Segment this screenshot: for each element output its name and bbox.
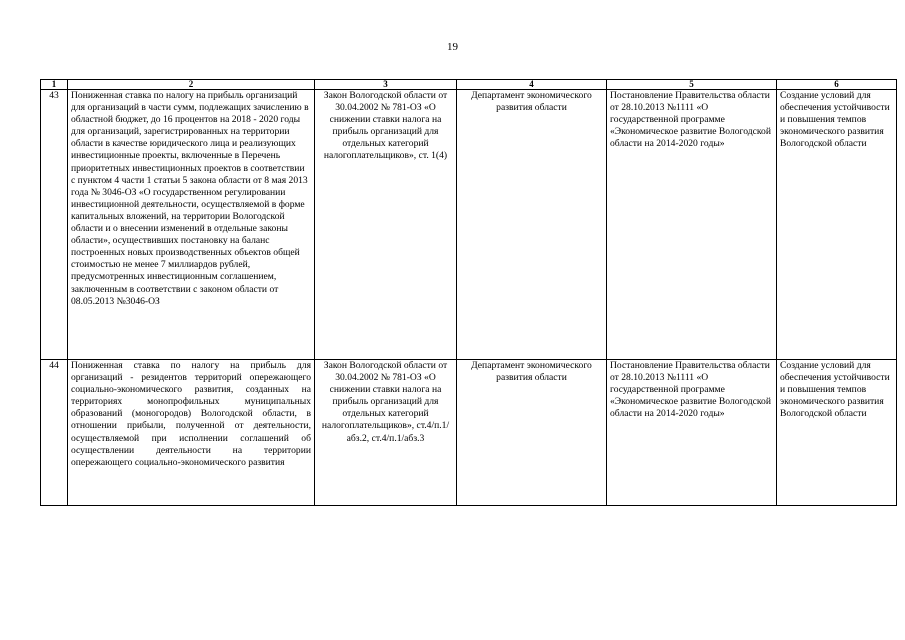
legal-act: Закон Вологодской области от 30.04.2002 № 781-ОЗ «О снижении ставки налога на прибыль организаций для отдельных категорий налогоплательщиков», ст.4/п.1/абз.2, ст.4/п.1/абз.3 <box>315 360 457 506</box>
column-header: 1 <box>41 80 68 90</box>
curator-department: Департамент экономического развития области <box>457 360 607 506</box>
table-header-row <box>41 80 897 90</box>
table-row <box>41 90 897 360</box>
benefit-description: Пониженная ставка по налогу на прибыль для организаций - резидентов территорий опережающего социально-экономического развития, созданных на территориях монопрофильных муниципальных образований (моногородов) Вологодской области, в отношении прибыли, полученной от деятельности, осуществляемой при исполнении соглашений об осуществлении деятельности на территории опережающего социально-экономического развития <box>68 360 315 506</box>
state-program: Постановление Правительства области от 28.10.2013 №1111 «О государственной программе «Экономическое развитие Вологодской области на 2014-2020 годы» <box>607 90 777 360</box>
benefit-goal: Создание условий для обеспечения устойчивости и повышения темпов экономического развития Вологодской области <box>777 90 897 360</box>
row-number: 44 <box>41 360 68 506</box>
benefits-table <box>40 79 897 506</box>
state-program: Постановление Правительства области от 28.10.2013 №1111 «О государственной программе «Экономическое развитие Вологодской области на 2014-2020 годы» <box>607 360 777 506</box>
benefit-description: Пониженная ставка по налогу на прибыль организаций для организаций в части сумм, подлежащих зачислению в областной бюджет, до 16 процентов на 2018 - 2020 годы для организаций, зарегистрированных на территории области в качестве юридического лица и реализующих инвестиционные проекты, включенные в Перечень приоритетных инвестиционных проектов в соответствии с пунктом 4 части 1 статьи 5 закона области от 8 мая 2013 года № 3046-ОЗ «О государственном регулировании инвестиционной деятельности, осуществляемой в форме капитальных вложений, на территории Вологодской области и о внесении изменений в отдельные законы области», осуществивших постановку на баланс построенных новых производственных объектов общей стоимостью не менее 7 миллиардов рублей, предусмотренных инвестиционным соглашением, заключенным в соответствии с законом области от 08.05.2013 №3046-ОЗ <box>68 90 315 360</box>
benefit-goal: Создание условий для обеспечения устойчивости и повышения темпов экономического развития Вологодской области <box>777 360 897 506</box>
table-row <box>41 360 897 506</box>
row-number: 43 <box>41 90 68 360</box>
legal-act: Закон Вологодской области от 30.04.2002 № 781-ОЗ «О снижении ставки налога на прибыль организаций для отдельных категорий налогоплательщиков», ст. 1(4) <box>315 90 457 360</box>
column-header: 3 <box>315 80 457 90</box>
page-number: 19 <box>447 41 458 53</box>
column-header: 6 <box>777 80 897 90</box>
curator-department: Департамент экономического развития области <box>457 90 607 360</box>
column-header: 4 <box>457 80 607 90</box>
column-header: 5 <box>607 80 777 90</box>
column-header: 2 <box>68 80 315 90</box>
